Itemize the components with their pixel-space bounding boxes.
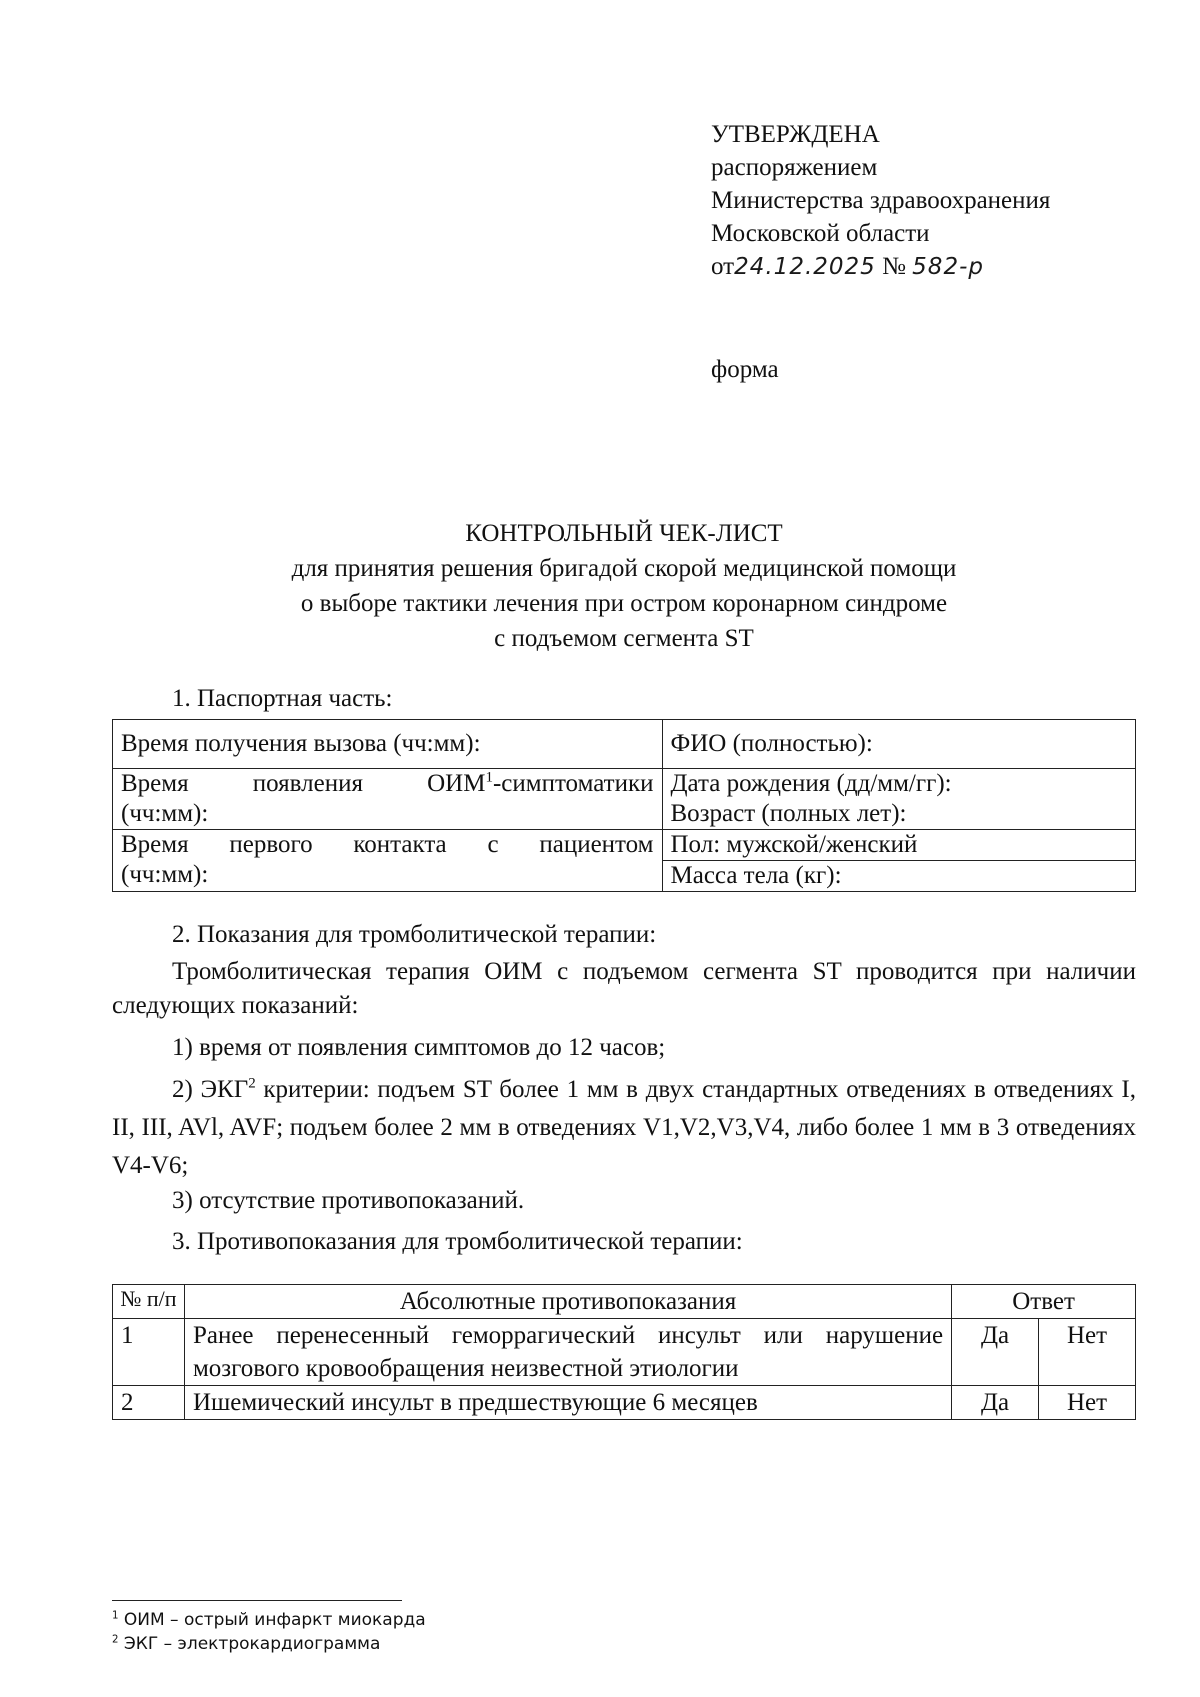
- symptom-time-label-end: -симптоматики: [492, 770, 654, 797]
- footnote-2: [112, 1634, 380, 1654]
- approval-date-line: [711, 250, 1050, 284]
- footnote-ref: 2: [248, 1075, 256, 1092]
- row-number: 1: [113, 1319, 185, 1386]
- sex-cell: Пол: мужской/женский: [662, 830, 1136, 861]
- col-num-header: № п/п: [113, 1285, 185, 1319]
- footnote-1: [112, 1610, 426, 1630]
- indication-2-start: 2) ЭКГ: [172, 1076, 249, 1103]
- footnote-text: ОИМ – острый инфаркт миокарда: [118, 1610, 426, 1630]
- approval-ministry: Министерства здравоохранения: [711, 187, 1051, 214]
- approval-line: распоряжением: [711, 154, 878, 181]
- birth-date-label: Дата рождения (дд/мм/гг):: [670, 770, 952, 797]
- approval-block: [711, 118, 1050, 284]
- row-number: 2: [113, 1386, 185, 1420]
- table-row: [113, 720, 1136, 769]
- passport-table: [112, 719, 1136, 892]
- contraindication-text: Ранее перенесенный геморрагический инсульт или нарушение мозгового кровообращения неизвестной этиологии: [184, 1319, 951, 1386]
- title-line: о выборе тактики лечения при остром коронарном синдроме: [300, 590, 948, 617]
- contact-time-cell: [113, 830, 663, 892]
- title-line: для принятия решения бригадой скорой медицинской помощи: [291, 555, 957, 582]
- table-row: [113, 1319, 1136, 1386]
- symptom-time-label: Время появления ОИМ: [121, 770, 486, 797]
- indication-3: 3) отсутствие противопоказаний.: [172, 1187, 525, 1214]
- table-row: [113, 830, 1136, 861]
- indication-2: [112, 1071, 1136, 1185]
- contraindication-text: Ишемический инсульт в предшествующие 6 месяцев: [184, 1386, 951, 1420]
- table-row: [113, 1386, 1136, 1420]
- approval-title: УТВЕРЖДЕНА: [711, 121, 880, 148]
- document-title: [112, 516, 1136, 656]
- handwritten-date: 24.12.2025: [734, 254, 876, 280]
- contact-time-label: Время первого контакта с пациентом: [121, 831, 654, 858]
- indication-2-end: критерии: подъем ST более 1 мм в двух стандартных отведениях в отведениях I, II, III, AVl, AVF; подъем более 2 мм в отведениях V1,V2,V3,V4, либо более 1 мм в 3 отведениях V4-V6;: [112, 1076, 1136, 1179]
- table-row: [113, 769, 1136, 830]
- section-1-heading: 1. Паспортная часть:: [172, 685, 393, 712]
- age-label: Возраст (полных лет):: [670, 800, 907, 827]
- table-header-row: [113, 1285, 1136, 1319]
- contraindications-table: [112, 1284, 1136, 1420]
- handwritten-number: 582-р: [912, 254, 984, 280]
- number-prefix: №: [882, 253, 906, 280]
- col-answer-header: Ответ: [952, 1285, 1136, 1319]
- footnote-ref: 1: [485, 769, 493, 786]
- indications-intro: Тромболитическая терапия ОИМ с подъемом сегмента ST проводится при наличии следующих показаний:: [112, 958, 1136, 1019]
- date-prefix: от: [711, 253, 735, 280]
- symptom-time-cell: [113, 769, 663, 830]
- time-format: (чч:мм):: [121, 800, 209, 827]
- footnote-mark: 1: [112, 1610, 119, 1622]
- section-2-heading: 2. Показания для тромболитической терапии:: [172, 921, 657, 948]
- footnote-mark: 2: [112, 1634, 119, 1646]
- full-name-cell: ФИО (полностью):: [662, 720, 1136, 769]
- form-label: форма: [711, 356, 779, 383]
- answer-no[interactable]: Нет: [1039, 1386, 1136, 1420]
- time-format: (чч:мм):: [121, 861, 209, 888]
- section-3-heading: 3. Противопоказания для тромболитической терапии:: [172, 1228, 743, 1255]
- answer-no[interactable]: Нет: [1039, 1319, 1136, 1386]
- title-main: КОНТРОЛЬНЫЙ ЧЕК-ЛИСТ: [465, 520, 783, 547]
- birth-age-cell: [662, 769, 1136, 830]
- weight-cell: Масса тела (кг):: [662, 861, 1136, 892]
- col-name-header: Абсолютные противопоказания: [184, 1285, 951, 1319]
- answer-yes[interactable]: Да: [952, 1386, 1039, 1420]
- title-line: с подъемом сегмента ST: [494, 625, 754, 652]
- indication-1: 1) время от появления симптомов до 12 часов;: [172, 1034, 666, 1061]
- call-time-cell: Время получения вызова (чч:мм):: [113, 720, 663, 769]
- answer-yes[interactable]: Да: [952, 1319, 1039, 1386]
- footnote-text: ЭКГ – электрокардиограмма: [118, 1634, 381, 1654]
- footnote-divider: [112, 1600, 402, 1601]
- approval-region: Московской области: [711, 220, 930, 247]
